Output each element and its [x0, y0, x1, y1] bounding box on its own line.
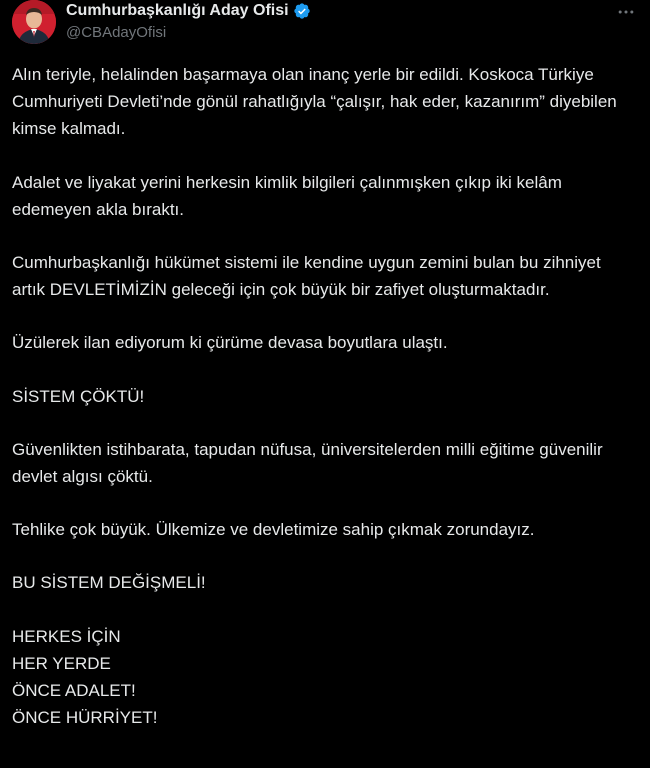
post-paragraph: Üzülerek ilan ediyorum ki çürüme devasa boyutlara ulaştı.: [12, 333, 448, 353]
author-handle[interactable]: @CBAdayOfisi: [66, 24, 167, 41]
post-text: [12, 61, 638, 731]
post-paragraph: Tehlike çok büyük. Ülkemize ve devletimize sahip çıkmak zorundayız.: [12, 520, 535, 540]
author-display-name[interactable]: Cumhurbaşkanlığı Aday Ofisi: [66, 2, 289, 19]
post-paragraph: Cumhurbaşkanlığı hükümet sistemi ile kendine uygun zemini bulan bu zihniyet artık DEVLETİMİZİN geleceği için çok büyük bir zafiyet oluşturmaktadır.: [12, 253, 601, 300]
post-paragraph: Güvenlikten istihbarata, tapudan nüfusa, üniversitelerden milli eğitime güvenilir devlet algısı çöktü.: [12, 439, 603, 487]
post-paragraph: Adalet ve liyakat yerini herkesin kimlik bilgileri çalınmışken çıkıp iki kelâm edemeyen akla bıraktı.: [12, 172, 562, 219]
post-paragraph: BU SİSTEM DEĞİŞMELİ!: [12, 573, 206, 593]
avatar[interactable]: [12, 0, 56, 44]
name-row: [66, 0, 311, 22]
post-paragraph: SİSTEM ÇÖKTÜ!: [12, 386, 145, 406]
more-options-icon[interactable]: [614, 2, 638, 22]
avatar-photo: [12, 0, 56, 44]
post-paragraph: HERKES İÇİN HER YERDE ÖNCE ADALET! ÖNCE HÜRRİYET!: [12, 626, 158, 728]
post-paragraph: Alın teriyle, helalinden başarmaya olan inanç yerle bir edildi. Koskoca Türkiye Cumhuriyeti Devleti’nde gönül rahatlığıyla “çalışır, hak eder, kazanırım” diyebilen kimse kalmadı.: [12, 65, 617, 139]
post-header: [12, 0, 638, 48]
verified-badge-icon: [293, 2, 311, 20]
author-names: [66, 0, 311, 41]
